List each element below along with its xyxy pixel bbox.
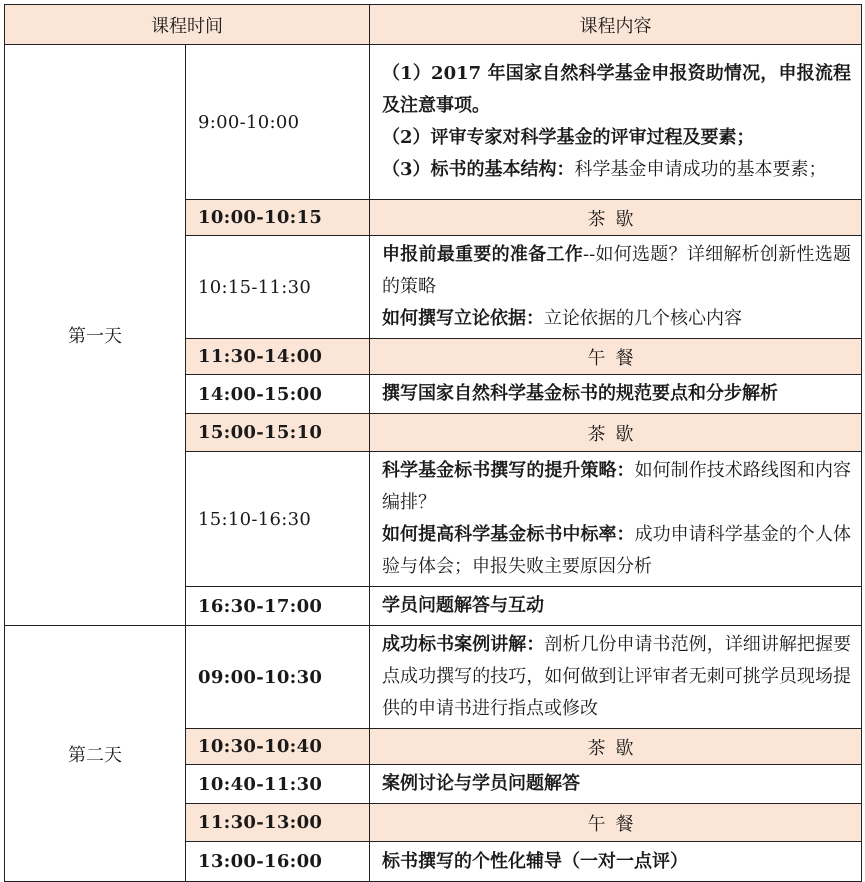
content-text: 立论依据的几个核心内容 (544, 308, 742, 329)
session-time: 15:10-16:30 (186, 452, 370, 587)
session-time: 9:00-10:00 (186, 45, 370, 200)
session-content (370, 626, 862, 729)
content-paragraph (382, 590, 851, 622)
session-content (370, 765, 862, 804)
content-text: 如何制作技术路线图和内容编排？ (382, 460, 852, 513)
content-paragraph (382, 519, 851, 583)
content-text: 成功申请科学基金的个人体验与体会；申报失败主要原因分析 (382, 524, 852, 577)
content-heading: 学员问题解答与互动 (382, 595, 544, 616)
session-time: 16:30-17:00 (186, 587, 370, 626)
session-time: 11:30-13:00 (186, 804, 370, 842)
content-heading: （2）评审专家对科学基金的评审过程及要素； (382, 127, 755, 148)
session-time: 13:00-16:00 (186, 842, 370, 882)
session-content (370, 375, 862, 414)
day-label: 第一天 (5, 45, 186, 626)
header-time: 课程时间 (5, 5, 370, 45)
session-content (370, 842, 862, 882)
session-time: 10:30-10:40 (186, 729, 370, 765)
content-paragraph (382, 846, 851, 878)
session-time: 14:00-15:00 (186, 375, 370, 414)
break-label: 茶歇 (370, 729, 862, 765)
content-text: 剖析几份申请书范例，详细讲解把握要点成功撰写的技巧，如何做到让评审者无刺可挑学员现场提供的申请书进行指点或修改 (382, 634, 851, 719)
schedule-table (4, 4, 862, 882)
session-time: 11:30-14:00 (186, 339, 370, 375)
session-time: 10:15-11:30 (186, 236, 370, 339)
session-row (5, 626, 862, 729)
session-time: 09:00-10:30 (186, 626, 370, 729)
break-label: 茶歇 (370, 200, 862, 236)
session-content (370, 236, 862, 339)
content-heading: 申报前最重要的准备工作 (382, 244, 584, 265)
schedule-body (5, 45, 862, 882)
content-heading: 撰写国家自然科学基金标书的规范要点和分步解析 (382, 383, 778, 404)
content-paragraph (382, 239, 851, 303)
content-heading: 成功标书案例讲解： (382, 634, 545, 655)
content-paragraph (382, 378, 851, 410)
session-content (370, 587, 862, 626)
content-paragraph (382, 154, 851, 186)
content-paragraph (382, 629, 851, 725)
day-label: 第二天 (5, 626, 186, 882)
content-heading: （3）标书的基本结构： (382, 159, 575, 180)
session-time: 10:00-10:15 (186, 200, 370, 236)
session-time: 10:40-11:30 (186, 765, 370, 804)
session-time: 15:00-15:10 (186, 414, 370, 452)
break-label: 茶歇 (370, 414, 862, 452)
content-heading: （1）2017 年国家自然科学基金申报资助情况，申报流程及注意事项。 (382, 63, 851, 116)
content-paragraph (382, 768, 851, 800)
break-label: 午餐 (370, 804, 862, 842)
content-heading: 科学基金标书撰写的提升策略： (382, 460, 635, 481)
session-content (370, 452, 862, 587)
break-label: 午餐 (370, 339, 862, 375)
content-paragraph (382, 122, 851, 154)
content-paragraph (382, 303, 851, 335)
content-heading: 如何提高科学基金标书中标率： (382, 524, 635, 545)
session-row (5, 45, 862, 200)
content-text: --如何选题？详细解析创新性选题的策略 (382, 244, 852, 297)
session-content (370, 45, 862, 200)
content-text: 科学基金申请成功的基本要素； (574, 159, 827, 180)
header-row (5, 5, 862, 45)
content-heading: 标书撰写的个性化辅导（一对一点评） (382, 850, 688, 872)
header-content: 课程内容 (370, 5, 862, 45)
content-heading: 案例讨论与学员问题解答 (382, 773, 580, 794)
content-heading: 如何撰写立论依据： (382, 308, 544, 329)
content-paragraph (382, 58, 851, 122)
content-paragraph (382, 455, 851, 519)
